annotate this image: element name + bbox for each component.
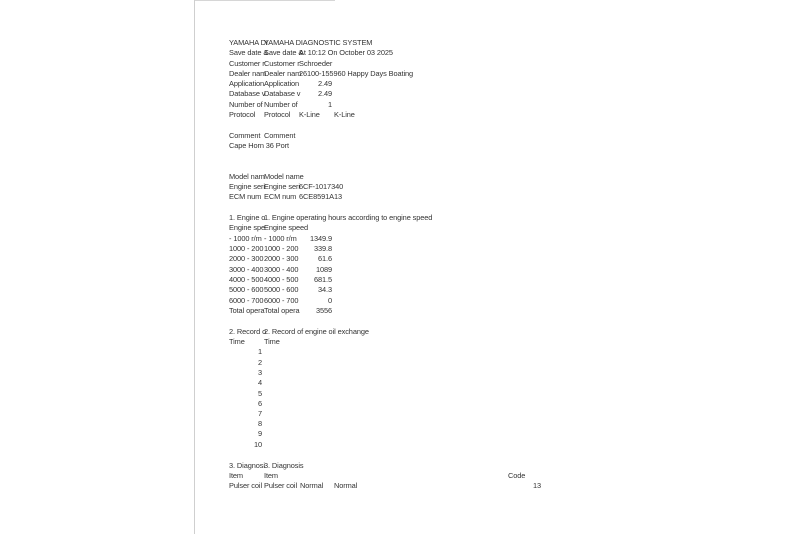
hours-value: 1349.9 [309, 234, 332, 243]
list-item: 7 [257, 409, 262, 418]
section3-header-item-a: Item [229, 471, 243, 480]
total-label-b: Total opera [264, 306, 300, 315]
speed-range-b: 5000 - 600 [264, 285, 299, 294]
list-item: 6 [257, 399, 262, 408]
hours-value: 61.6 [318, 254, 332, 263]
speed-range-b: - 1000 r/m [264, 234, 297, 243]
speed-range-b: 6000 - 700 [264, 296, 299, 305]
number-label-b: Number of [264, 100, 298, 109]
comment-value: Cape Horn 36 Port [229, 141, 289, 150]
ecm-label-a: ECM num [229, 192, 262, 201]
page-edge-top [195, 0, 335, 1]
report-title: YAMAHA DIAGNOSTIC SYSTEM [264, 38, 373, 47]
serial-label-a: Engine seri [229, 182, 265, 191]
protocol-value-c: K-Line [299, 110, 320, 119]
list-item: 3 [257, 368, 262, 377]
number-value: 1 [327, 100, 332, 109]
section2-header-a: Time [229, 337, 245, 346]
application-value: 2.49 [318, 79, 332, 88]
speed-range-b: 4000 - 500 [264, 275, 299, 284]
section1-header-b: Engine speed [264, 223, 309, 232]
model-label-b: Model name [264, 172, 304, 181]
section2-title-a: 2. Record o [229, 327, 267, 336]
hours-value: 681.5 [314, 275, 332, 284]
section3-header-item-b: Item [264, 471, 278, 480]
save-date-label-b: Save date & [264, 48, 304, 57]
save-date-label-a: Save date & [229, 48, 269, 57]
serial-value: 6CF-1017340 [299, 182, 344, 191]
diagnosis-code: 13 [532, 481, 541, 490]
speed-range-a: 3000 - 400 [229, 265, 264, 274]
dealer-label-a: Dealer nam [229, 69, 267, 78]
serial-label-b: Engine seri [264, 182, 300, 191]
section1-title-a: 1. Engine o [229, 213, 266, 222]
speed-range-b: 2000 - 300 [264, 254, 299, 263]
diagnosis-item-a: Pulser coil [229, 481, 262, 490]
protocol-label-b: Protocol [264, 110, 291, 119]
diagnosis-item-b: Pulser coil [264, 481, 297, 490]
list-item: 10 [253, 440, 262, 449]
section3-header-code: Code [508, 471, 526, 480]
speed-range-a: 2000 - 300 [229, 254, 264, 263]
hours-value: 339.8 [314, 244, 332, 253]
application-label-a: Application [229, 79, 265, 88]
speed-range-a: - 1000 r/m [229, 234, 262, 243]
section2-title: 2. Record of engine oil exchange [264, 327, 369, 336]
dealer-label-b: Dealer nam [264, 69, 302, 78]
application-label-b: Application [264, 79, 300, 88]
section3-title-a: 3. Diagnosi [229, 461, 265, 470]
customer-label-b: Customer r [264, 59, 300, 68]
number-label-a: Number of [229, 100, 263, 109]
section1-header-a: Engine spe [229, 223, 265, 232]
save-date-value: At 10:12 On October 03 2025 [299, 48, 393, 57]
protocol-label-a: Protocol [229, 110, 256, 119]
customer-label-a: Customer r [229, 59, 265, 68]
database-label-a: Database v [229, 89, 266, 98]
ecm-label-b: ECM num [264, 192, 297, 201]
speed-range-a: 4000 - 500 [229, 275, 264, 284]
ecm-value: 6CE8591A13 [299, 192, 342, 201]
customer-value: Schroeder [299, 59, 333, 68]
section2-header-b: Time [264, 337, 280, 346]
hours-value: 0 [327, 296, 332, 305]
comment-label-a: Comment [229, 131, 261, 140]
list-item: 5 [257, 389, 262, 398]
protocol-value-d: K-Line [334, 110, 355, 119]
diagnosis-status-d: Normal [334, 481, 358, 490]
speed-range-b: 3000 - 400 [264, 265, 299, 274]
page-edge-left [194, 0, 195, 534]
title-col-a: YAMAHA DI [229, 38, 268, 47]
database-label-b: Database v [264, 89, 301, 98]
list-item: 4 [257, 378, 262, 387]
database-value: 2.49 [318, 89, 332, 98]
list-item: 9 [257, 429, 262, 438]
list-item: 1 [257, 347, 262, 356]
speed-range-a: 1000 - 200 [229, 244, 264, 253]
list-item: 2 [257, 358, 262, 367]
speed-range-a: 5000 - 600 [229, 285, 264, 294]
speed-range-a: 6000 - 700 [229, 296, 264, 305]
section3-title: 3. Diagnosis [264, 461, 304, 470]
list-item: 8 [257, 419, 262, 428]
model-label-a: Model nam [229, 172, 265, 181]
section1-title: 1. Engine operating hours according to engine speed [264, 213, 433, 222]
dealer-value: 26100-155960 Happy Days Boating [299, 69, 414, 78]
hours-value: 34.3 [318, 285, 332, 294]
diagnosis-status-c: Normal [300, 481, 324, 490]
speed-range-b: 1000 - 200 [264, 244, 299, 253]
total-label-a: Total opera [229, 306, 265, 315]
comment-label-b: Comment [264, 131, 296, 140]
hours-value: 1089 [315, 265, 332, 274]
total-hours-value: 3556 [315, 306, 332, 315]
